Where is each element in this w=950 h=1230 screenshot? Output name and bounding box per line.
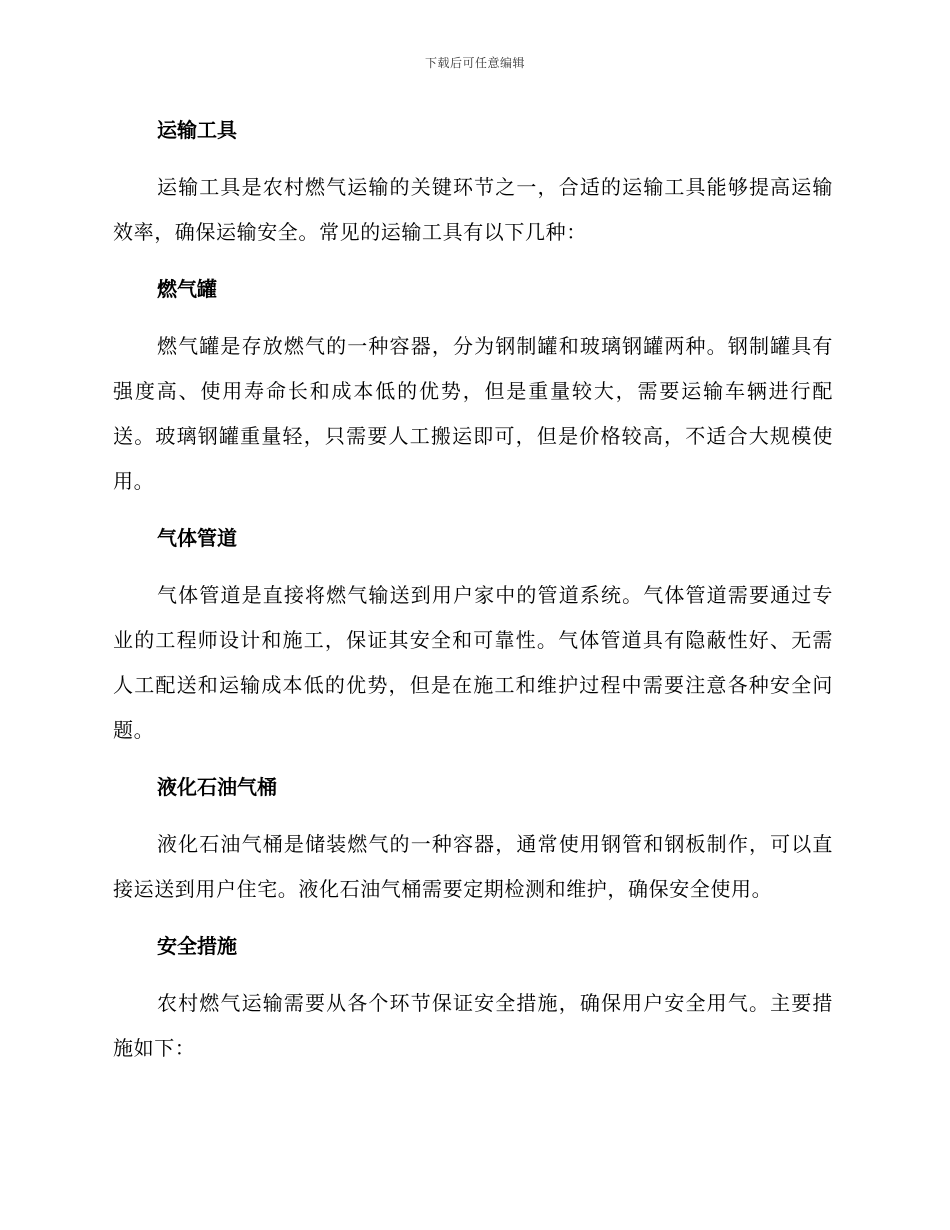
section-lpg-cylinder xyxy=(113,765,833,912)
section-heading: 运输工具 xyxy=(157,118,237,142)
section-paragraph: 燃气罐是存放燃气的一种容器，分为钢制罐和玻璃钢罐两种。钢制罐具有强度高、使用寿命长和成本低的优势，但是重量较大，需要运输车辆进行配送。玻璃钢罐重量轻，只需要人工搬运即可，但是价格较高，不适合大规模使用。 xyxy=(113,334,833,493)
section-gas-tank xyxy=(113,267,833,504)
section-gas-pipeline xyxy=(113,516,833,753)
section-heading: 液化石油气桶 xyxy=(157,775,277,799)
section-heading: 气体管道 xyxy=(157,526,237,550)
section-paragraph: 农村燃气运输需要从各个环节保证安全措施，确保用户安全用气。主要措施如下： xyxy=(113,991,833,1060)
section-transport-tools xyxy=(113,108,833,255)
document-body xyxy=(113,108,833,1083)
section-heading: 安全措施 xyxy=(157,934,237,958)
section-paragraph: 气体管道是直接将燃气输送到用户家中的管道系统。气体管道需要通过专业的工程师设计和施工，保证其安全和可靠性。气体管道具有隐蔽性好、无需人工配送和运输成本低的优势，但是在施工和维护过程中需要注意各种安全问题。 xyxy=(113,583,833,742)
section-safety-measures xyxy=(113,924,833,1071)
section-paragraph: 液化石油气桶是储装燃气的一种容器，通常使用钢管和钢板制作，可以直接运送到用户住宅。液化石油气桶需要定期检测和维护，确保安全使用。 xyxy=(113,832,833,901)
section-heading: 燃气罐 xyxy=(157,277,217,301)
section-paragraph: 运输工具是农村燃气运输的关键环节之一，合适的运输工具能够提高运输效率，确保运输安全。常见的运输工具有以下几种： xyxy=(113,175,833,244)
page-header: 下载后可任意编辑 xyxy=(424,56,525,70)
